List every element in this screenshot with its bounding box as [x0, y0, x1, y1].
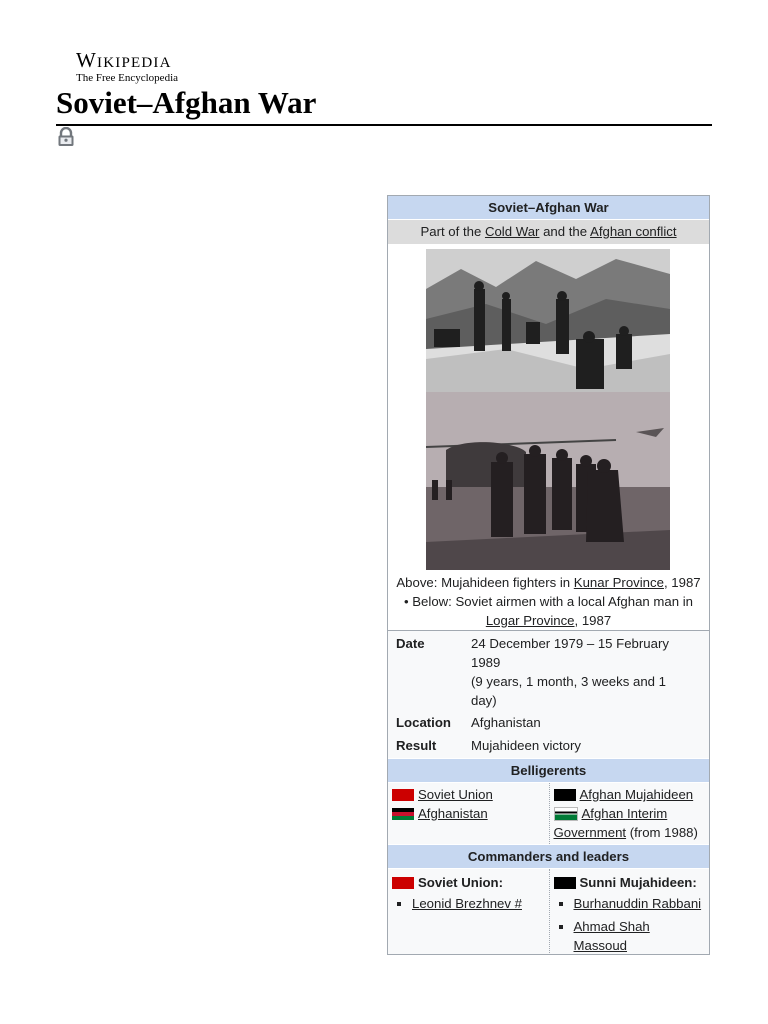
belligerents-left: [388, 783, 549, 844]
mujahideen-flag-icon: [554, 789, 576, 801]
afghan-mujahideen-link[interactable]: Afghan Mujahideen: [579, 787, 694, 802]
ahmad-shah-massoud-link[interactable]: Ahmad Shah Massoud: [573, 919, 650, 953]
result-value: Mujahideen victory: [471, 738, 581, 753]
list-item: [574, 917, 706, 955]
interim-government-flag-icon: [554, 807, 578, 821]
soviet-union-group: [392, 873, 545, 892]
infobox-facts: [388, 631, 709, 758]
belligerent-soviet-union: [392, 785, 545, 804]
sunni-mujahideen-group-label: Sunni Mujahideen:: [579, 875, 697, 890]
belligerent-afghanistan: [392, 804, 545, 823]
date-row: [388, 634, 709, 710]
soviet-union-group-label: Soviet Union:: [418, 875, 503, 890]
date-value: 24 December 1979 – 15 February 1989: [471, 636, 669, 670]
list-item: [412, 894, 545, 913]
lock-icon[interactable]: [57, 127, 75, 147]
afghan-conflict-link[interactable]: Afghan conflict: [590, 224, 677, 239]
location-row: [388, 713, 709, 732]
belligerents-header: Belligerents: [388, 758, 709, 783]
afghanistan-link[interactable]: Afghanistan: [418, 806, 488, 821]
infobox: [387, 195, 710, 955]
sunni-mujahideen-group: [554, 873, 706, 892]
date-value-block: [471, 634, 691, 710]
commanders-left: [388, 869, 549, 955]
soviet-flag-icon: [392, 789, 414, 801]
result-row: [388, 736, 709, 755]
wikipedia-logo[interactable]: [76, 50, 196, 85]
burhanuddin-rabbani-link[interactable]: Burhanuddin Rabbani: [573, 896, 702, 911]
commanders-header: Commanders and leaders: [388, 844, 709, 869]
afghanistan-flag-icon: [392, 808, 414, 820]
list-item: [574, 894, 706, 913]
subtitle-prefix: Part of the: [420, 224, 485, 239]
soviet-flag-icon: [392, 877, 414, 889]
location-value: Afghanistan: [471, 715, 541, 730]
mujahideen-commanders-list: [554, 894, 706, 955]
infobox-title: Soviet–Afghan War: [388, 196, 709, 219]
soviet-airmen-photo[interactable]: [426, 392, 670, 570]
caption-part1: Above: Mujahideen fighters in: [396, 575, 574, 590]
caption-part3: , 1987: [574, 613, 612, 628]
soviet-union-link[interactable]: Soviet Union: [418, 787, 493, 802]
logo-wordmark: Wikipedia: [76, 48, 172, 72]
title-divider: [56, 124, 712, 126]
commanders-right: [549, 869, 710, 955]
belligerents-right: [549, 783, 710, 844]
mujahideen-fighters-photo[interactable]: [426, 249, 670, 392]
infobox-subtitle: [388, 219, 709, 244]
infobox-caption: [396, 573, 701, 630]
kunar-province-link[interactable]: Kunar Province: [573, 575, 664, 590]
subtitle-middle: and the: [539, 224, 591, 239]
afghan-interim-government-link[interactable]: Afghan Interim Government: [553, 806, 668, 840]
belligerent-interim-government: [554, 804, 706, 842]
belligerent-mujahideen: [554, 785, 706, 804]
caption-part2: , 1987 • Below: Soviet airmen with a local Afghan man in: [403, 575, 701, 609]
infobox-media: [388, 244, 709, 631]
mujahideen-flag-icon: [554, 877, 576, 889]
soviet-commanders-list: [392, 894, 545, 913]
leonid-brezhnev-link[interactable]: Leonid Brezhnev #: [412, 896, 522, 911]
cold-war-link[interactable]: Cold War: [484, 224, 540, 239]
belligerents-columns: [388, 783, 709, 844]
date-label: Date: [396, 636, 425, 651]
commanders-columns: [388, 869, 709, 955]
result-label: Result: [396, 738, 437, 753]
date-duration: (9 years, 1 month, 3 weeks and 1 day): [471, 674, 666, 708]
location-label: Location: [396, 715, 451, 730]
page-title: Soviet–Afghan War: [56, 85, 317, 120]
interim-government-note: (from 1988): [626, 825, 698, 840]
logo-tagline: The Free Encyclopedia: [76, 72, 179, 84]
logar-province-link[interactable]: Logar Province: [485, 613, 575, 628]
